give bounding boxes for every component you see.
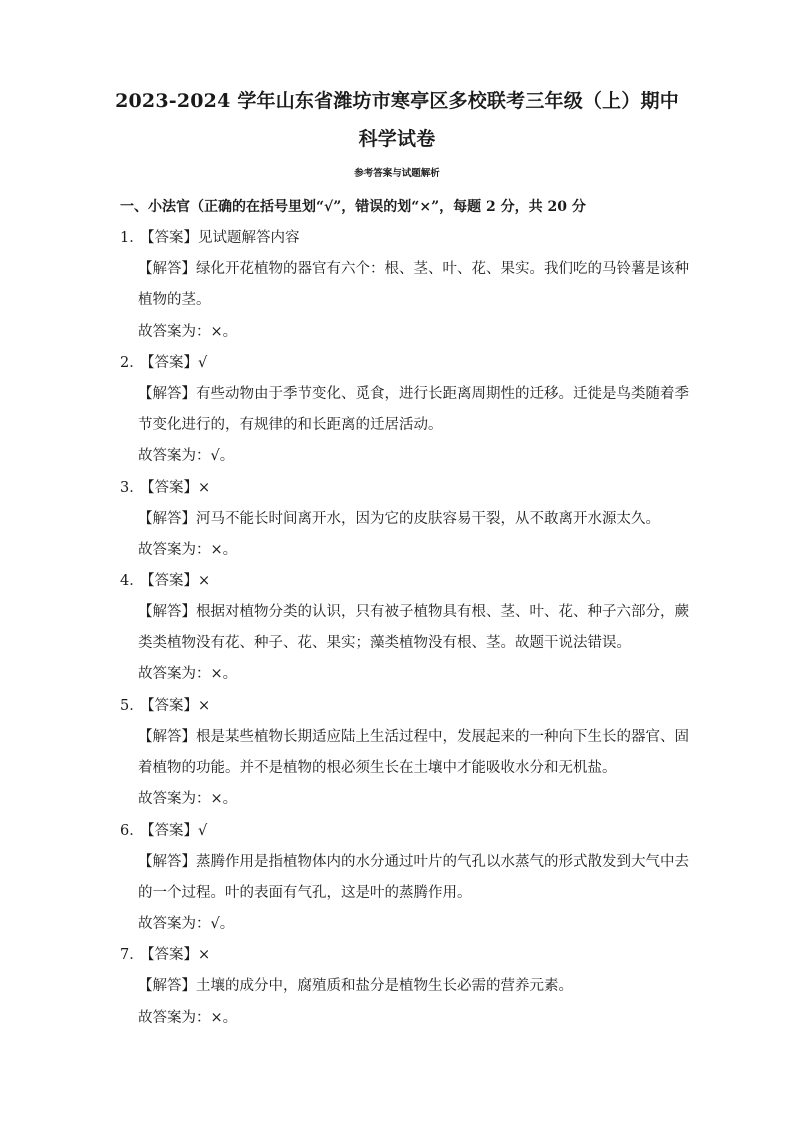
answer-tag: 【答案】 xyxy=(140,355,198,371)
explanation-text: 根是某些植物长期适应陆上生活过程中，发展起来的一种向下生长的器官、固 xyxy=(196,729,689,745)
question-number: 3． xyxy=(120,480,144,496)
question-number: 2． xyxy=(120,355,144,371)
final-answer: 故答案为：×。 xyxy=(138,324,238,340)
answer-value: √ xyxy=(198,355,208,371)
final-answer: 故答案为：×。 xyxy=(138,542,238,558)
explanation-continuation: 的一个过程。叶的表面有气孔，这是叶的蒸腾作用。 xyxy=(138,885,472,901)
answer-value: √ xyxy=(198,823,208,839)
explanation-line xyxy=(138,602,689,622)
answer-value: × xyxy=(198,947,211,963)
answer-line xyxy=(120,945,210,965)
final-answer: 故答案为：×。 xyxy=(138,666,238,682)
explain-tag: 【解答】 xyxy=(138,729,196,745)
question-number: 5． xyxy=(120,698,144,714)
final-answer: 故答案为：×。 xyxy=(138,791,238,807)
final-answer: 故答案为：√。 xyxy=(138,448,235,464)
explanation-text: 土壤的成分中，腐殖质和盐分是植物生长必需的营养元素。 xyxy=(196,978,573,994)
explanation-line xyxy=(138,259,689,279)
answer-tag: 【答案】 xyxy=(140,480,198,496)
explanation-line xyxy=(138,976,573,996)
document-subtitle: 参考答案与试题解析 xyxy=(354,168,440,179)
final-answer: 故答案为：√。 xyxy=(138,916,235,932)
explain-tag: 【解答】 xyxy=(138,511,196,527)
explanation-line xyxy=(138,852,689,872)
answer-tag: 【答案】 xyxy=(140,947,198,963)
document-title-line-1: 2023-2024 学年山东省潍坊市寒亭区多校联考三年级（上）期中 xyxy=(115,90,679,112)
explanation-continuation: 节变化进行的，有规律的和长距离的迁居活动。 xyxy=(138,417,443,433)
explain-tag: 【解答】 xyxy=(138,604,196,620)
answer-tag: 【答案】 xyxy=(140,698,198,714)
explanation-continuation: 植物的茎。 xyxy=(138,292,211,308)
question-number: 6． xyxy=(120,823,144,839)
explanation-text: 根据对植物分类的认识，只有被子植物具有根、茎、叶、花、种子六部分，蕨 xyxy=(196,604,689,620)
document-title-line-2: 科学试卷 xyxy=(358,128,436,150)
answer-value: × xyxy=(198,573,211,589)
answer-line xyxy=(120,821,207,841)
answer-value: × xyxy=(198,480,211,496)
explain-tag: 【解答】 xyxy=(138,854,196,870)
question-number: 1． xyxy=(120,230,144,246)
explanation-line xyxy=(138,509,660,529)
answer-tag: 【答案】 xyxy=(140,573,198,589)
explanation-text: 河马不能长时间离开水，因为它的皮肤容易干裂，从不敢离开水源太久。 xyxy=(196,511,660,527)
answer-value: 见试题解答内容 xyxy=(198,230,300,246)
answer-line xyxy=(120,353,207,373)
answer-value: × xyxy=(198,698,211,714)
final-answer: 故答案为：×。 xyxy=(138,1010,238,1026)
answer-tag: 【答案】 xyxy=(140,823,198,839)
explanation-continuation: 类类植物没有花、种子、花、果实；藻类植物没有根、茎。故题干说法错误。 xyxy=(138,635,631,651)
explain-tag: 【解答】 xyxy=(138,978,196,994)
explanation-text: 绿化开花植物的器官有六个：根、茎、叶、花、果实。我们吃的马铃薯是该种 xyxy=(196,261,689,277)
explanation-line xyxy=(138,384,689,404)
explanation-continuation: 着植物的功能。并不是植物的根必须生长在土壤中才能吸收水分和无机盐。 xyxy=(138,760,617,776)
explanation-text: 有些动物由于季节变化、觅食，进行长距离周期性的迁移。迁徙是鸟类随着季 xyxy=(196,386,689,402)
answer-line xyxy=(120,228,300,248)
answer-tag: 【答案】 xyxy=(140,230,198,246)
explanation-line xyxy=(138,727,689,747)
question-number: 7． xyxy=(120,947,144,963)
answer-line xyxy=(120,696,210,716)
explain-tag: 【解答】 xyxy=(138,386,196,402)
explain-tag: 【解答】 xyxy=(138,261,196,277)
answer-line xyxy=(120,478,210,498)
explanation-text: 蒸腾作用是指植物体内的水分通过叶片的气孔以水蒸气的形式散发到大气中去 xyxy=(196,854,689,870)
question-number: 4． xyxy=(120,573,144,589)
section-heading: 一、小法官（正确的在括号里划“√”，错误的划“×”，每题 2 分，共 20 分 xyxy=(120,199,586,215)
answer-line xyxy=(120,571,210,591)
